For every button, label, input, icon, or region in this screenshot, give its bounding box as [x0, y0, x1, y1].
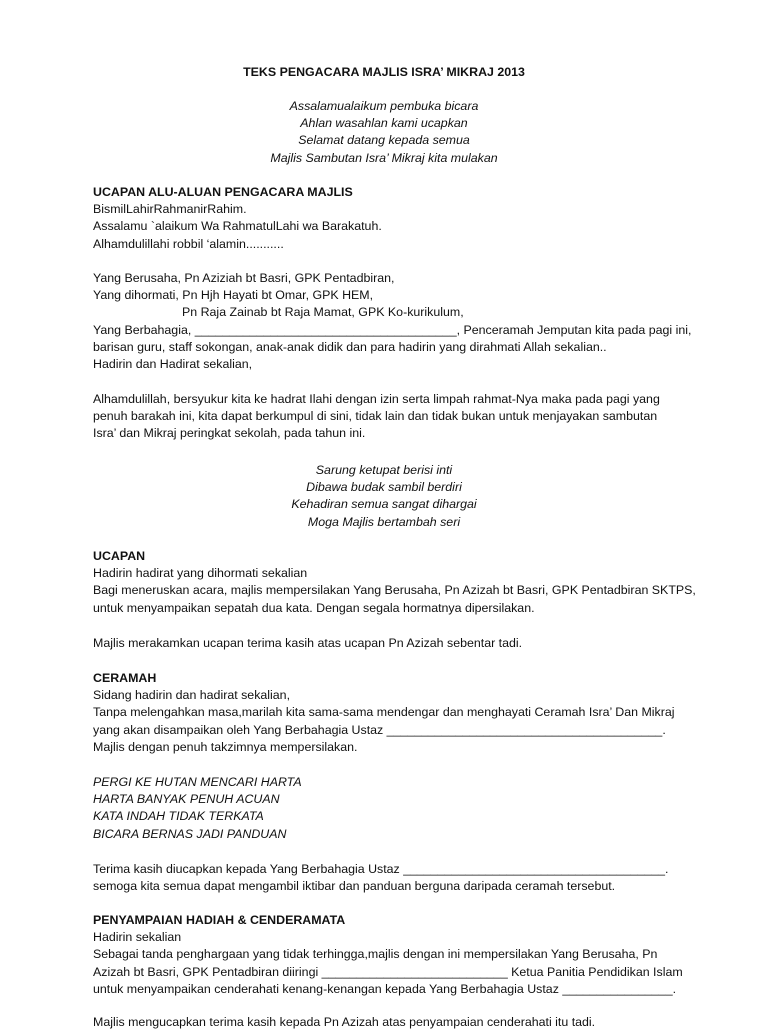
text-line: untuk menyampaikan cenderahati kenang-kenangan kepada Yang Berbahagia Ustaz ________________.	[93, 981, 677, 996]
text-line: Assalamu `alaikum Wa RahmatulLahi wa Barakatuh.	[93, 219, 382, 234]
text-line: barisan guru, staff sokongan, anak-anak didik dan para hadirin yang dirahmati Allah sekalian..	[93, 339, 607, 354]
text-line: Majlis merakamkan ucapan terima kasih atas ucapan Pn Azizah sebentar tadi.	[93, 636, 523, 650]
pantun-line: Moga Majlis bertambah seri	[307, 514, 461, 529]
text-line: Yang Berusaha, Pn Aziziah bt Basri, GPK Pentadbiran,	[93, 271, 395, 285]
text-line: Azizah bt Basri, GPK Pentadbiran diiringi ___________________________ Ketua Panitia Pendidikan Islam	[93, 964, 683, 979]
text-line: Isra’ dan Mikraj peringkat sekolah, pada tahun ini.	[93, 426, 366, 441]
section-closing	[93, 1014, 733, 1031]
section-heading: UCAPAN ALU-ALUAN PENGACARA MAJLIS	[93, 185, 353, 199]
text-line: Terima kasih diucapkan kepada Yang Berbahagia Ustaz ______________________________________.	[93, 862, 669, 876]
pantun-line: Dibawa budak sambil berdiri	[306, 480, 462, 495]
section-heading: PENYAMPAIAN HADIAH & CENDERAMATA	[93, 913, 346, 927]
pantun-line: Kehadiran semua sangat dihargai	[291, 497, 477, 512]
text-line: Hadirin dan Hadirat sekalian,	[93, 356, 253, 371]
opening-pantun	[0, 98, 768, 167]
document-title: TEKS PENGACARA MAJLIS ISRA’ MIKRAJ 2013	[243, 65, 525, 79]
pantun-line: BICARA BERNAS JADI PANDUAN	[93, 826, 287, 841]
text-line: yang akan disampaikan oleh Yang Berbahagia Ustaz ________________________________________.	[93, 722, 666, 737]
pantun-ketupat	[0, 462, 768, 531]
pantun-line: Majlis Sambutan Isra’ Mikraj kita mulakan	[270, 150, 498, 165]
section-thanks-ustaz	[93, 861, 733, 895]
text-line: untuk menyampaikan sepatah dua kata. Dengan segala hormatnya dipersilakan.	[93, 600, 535, 615]
text-line: Yang dihormati, Pn Hjh Hayati bt Omar, GPK HEM,	[93, 288, 374, 303]
pantun-line: Selamat datang kepada semua	[298, 133, 470, 148]
pantun-line: Ahlan wasahlan kami ucapkan	[300, 116, 468, 131]
text-line: Sebagai tanda penghargaan yang tidak terhingga,majlis dengan ini mempersilakan Yang Berusaha, Pn	[93, 947, 658, 962]
text-line: Tanpa melengahkan masa,marilah kita sama-sama mendengar dan menghayati Ceramah Isra’ Dan Mikraj	[93, 705, 675, 720]
section-greetings	[93, 270, 733, 373]
pantun-line: Sarung ketupat berisi inti	[315, 463, 453, 477]
text-line: Alhamdulillahi robbil ‘alamin...........	[93, 236, 284, 251]
text-line: semoga kita semua dapat mengambil iktibar dan panduan berguna daripada ceramah tersebut.	[93, 879, 616, 894]
section-ceramah	[93, 670, 733, 756]
section-heading: CERAMAH	[93, 671, 157, 685]
section-hadiah	[93, 912, 733, 998]
text-line: Pn Raja Zainab bt Raja Mamat, GPK Ko-kurikulum,	[182, 305, 464, 320]
pantun-line: PERGI KE HUTAN MENCARI HARTA	[93, 775, 302, 789]
section-welcome	[93, 184, 733, 253]
pantun-line: KATA INDAH TIDAK TERKATA	[93, 809, 264, 824]
text-line: Hadirin sekalian	[93, 930, 182, 945]
section-alhamdulillah	[93, 391, 733, 443]
text-line: Yang Berbahagia, ______________________________________, Penceramah Jemputan kita pada pagi ini,	[93, 322, 692, 337]
text-line: penuh barakah ini, kita dapat berkumpul di sini, tidak lain dan tidak bukan untuk menjayakan sambutan	[93, 409, 658, 424]
pantun-harta	[93, 774, 733, 843]
text-line: BismilLahirRahmanirRahim.	[93, 202, 247, 217]
section-thanks-speech	[93, 635, 733, 652]
pantun-line: Assalamualaikum pembuka bicara	[289, 99, 479, 113]
section-heading: UCAPAN	[93, 549, 146, 563]
text-line: Sidang hadirin dan hadirat sekalian,	[93, 688, 291, 703]
text-line: Majlis mengucapkan terima kasih kepada Pn Azizah atas penyampaian cenderahati itu tadi.	[93, 1015, 596, 1029]
text-line: Bagi meneruskan acara, majlis mempersilakan Yang Berusaha, Pn Azizah bt Basri, GPK Pentadbiran SKTPS,	[93, 583, 696, 598]
section-ucapan	[93, 548, 733, 617]
text-line: Alhamdulillah, bersyukur kita ke hadrat Ilahi dengan izin serta limpah rahmat-Nya maka pada pagi yang	[93, 392, 660, 406]
text-line: Hadirin hadirat yang dihormati sekalian	[93, 566, 308, 581]
pantun-line: HARTA BANYAK PENUH ACUAN	[93, 792, 280, 807]
text-line: Majlis dengan penuh takzimnya mempersilakan.	[93, 739, 358, 754]
